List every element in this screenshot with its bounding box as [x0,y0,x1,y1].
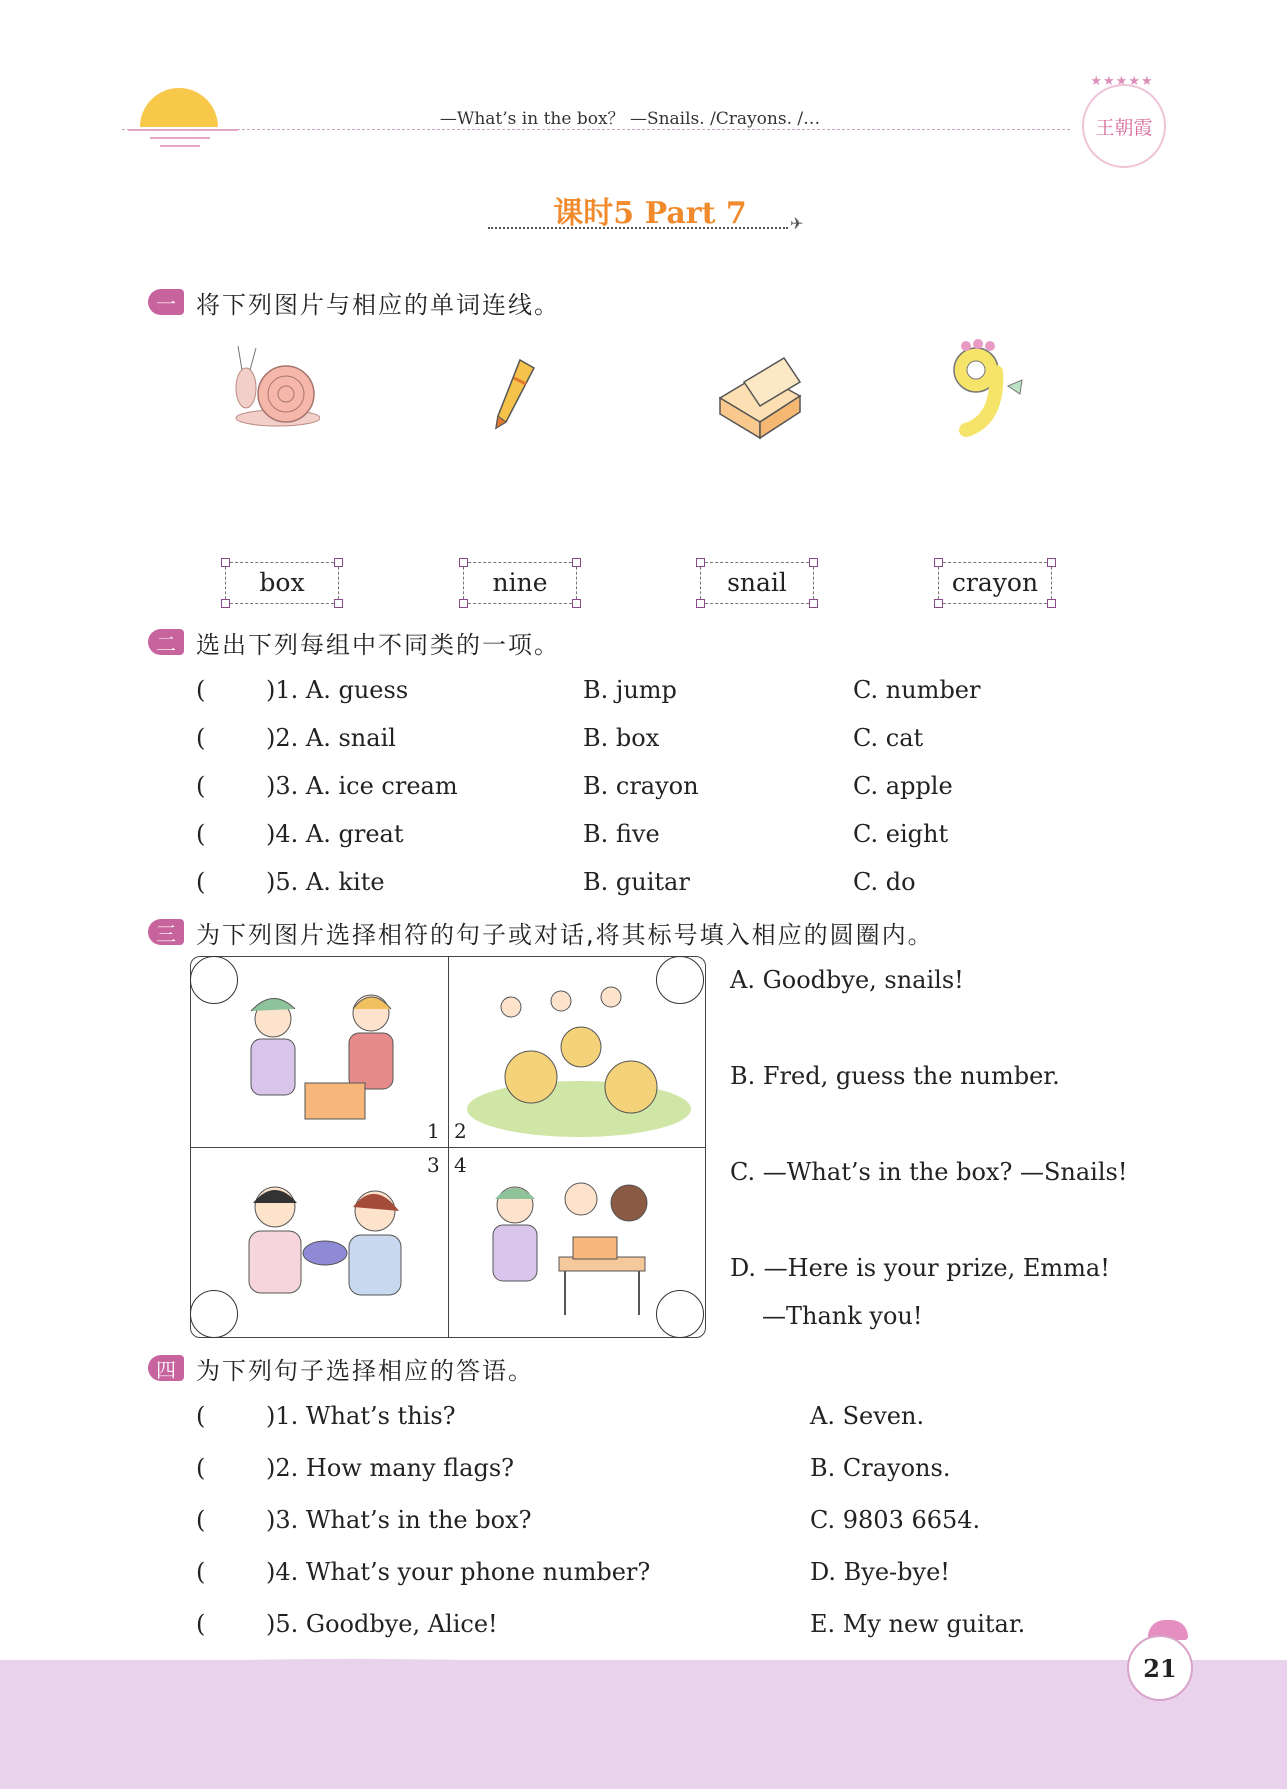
box-picture[interactable] [714,352,806,442]
option-d: D. —Here is your prize, Emma! [730,1254,1110,1282]
grid-divider [191,1147,705,1148]
answer: C. 9803 6654. [810,1506,981,1534]
box-corner [1047,599,1056,608]
nine-flower [973,339,983,349]
nine-fan [1008,380,1022,394]
nine-flower [961,341,971,351]
section-title: 选出下列每组中不同类的一项。 [196,630,560,659]
footer-band [0,1660,1287,1789]
word-box[interactable] [700,562,814,604]
publisher-badge [1082,84,1166,168]
option-c: C. do [853,868,916,896]
child-head [611,1185,647,1221]
question-stem: )3. A. ice cream [266,772,458,800]
question: )2. How many flags? [266,1454,515,1482]
page-number: 21 [1127,1635,1193,1701]
option-c: C. number [853,676,981,704]
bird-icon: ✈ [790,214,804,233]
question: )5. Goodbye, Alice! [266,1610,498,1638]
boy-cap [495,1188,535,1199]
nine-hole [967,361,985,379]
snail-shell [561,1027,601,1067]
crayon-body [496,360,534,428]
lesson-title: 课时5 Part 7 [553,196,747,231]
section-4-header [148,1352,534,1384]
section-title: 为下列图片选择相符的句子或对话,将其标号填入相应的圆圈内。 [196,920,934,949]
section-1-header [148,286,560,318]
cartoon-grid [190,956,706,1338]
boy-cap [251,998,295,1011]
option-b: B. five [583,820,660,848]
question-stem: )4. A. great [266,820,404,848]
cartoon-panel-1 [221,979,421,1139]
word-box[interactable] [463,562,577,604]
box-corner [572,599,581,608]
snail-picture[interactable] [230,336,320,432]
panel-number: 1 [427,1119,440,1143]
option-b: B. guitar [583,868,690,896]
cartoon-panel-2 [461,977,697,1141]
badge-text: 王朝霞 [1095,116,1153,139]
word-box-label: box [259,568,305,597]
word-box-label: snail [727,568,787,597]
girl-dress [349,1235,401,1295]
girl-hair [253,1190,297,1203]
paren: ( [196,1610,206,1638]
boy-shirt [251,1039,295,1095]
question-stem: )5. A. kite [266,868,385,896]
snail-head [236,368,256,408]
box-corner [221,558,230,567]
paren: ( [196,1558,206,1586]
box-corner [696,599,705,608]
word-box[interactable] [938,562,1052,604]
sun-decoration [140,88,218,127]
answer: D. Bye-bye! [810,1558,950,1586]
running-title: —What’s in the box？ —Snails. /Crayons. /… [439,109,821,129]
snail-shell [505,1051,557,1103]
answer-circle-3[interactable] [190,1290,238,1338]
child-head [551,991,571,1011]
grass [467,1081,691,1137]
crayon-picture[interactable] [490,356,540,436]
snail-antenna [238,346,242,370]
option-d-reply: —Thank you! [762,1302,923,1330]
girl-shirt [349,1033,393,1089]
box-corner [459,599,468,608]
panel-number: 3 [427,1153,440,1177]
section-number: 三 [148,919,184,945]
gift-item [303,1241,347,1265]
section-number: 二 [148,629,184,655]
answer: A. Seven. [810,1402,925,1430]
paren: ( [196,772,206,800]
paren: ( [196,1454,206,1482]
snail-shell [605,1061,657,1113]
paren: ( [196,724,206,752]
paren: ( [196,820,206,848]
number-nine-picture[interactable] [946,336,1026,440]
box-corner [696,558,705,567]
box-corner [572,558,581,567]
answer: E. My new guitar. [810,1610,1026,1638]
answer: B. Crayons. [810,1454,951,1482]
option-c: C. cat [853,724,924,752]
title-underline [488,227,788,229]
box-corner [334,599,343,608]
panel-number: 2 [454,1119,467,1143]
snail-antenna [250,348,256,370]
section-title: 将下列图片与相应的单词连线。 [196,290,560,319]
section-3-header [148,916,934,948]
paren: ( [196,1506,206,1534]
paren: ( [196,676,206,704]
option-b: B. Fred, guess the number. [730,1062,1060,1090]
word-box-label: nine [492,568,548,597]
option-a: A. Goodbye, snails! [730,966,964,994]
section-title: 为下列句子选择相应的答语。 [196,1356,534,1385]
cartoon-panel-3 [215,1167,429,1327]
option-b: B. jump [583,676,677,704]
child-head [565,1183,597,1215]
badge-stars: ★★★★★ [1090,74,1154,89]
option-c: C. —What’s in the box? —Snails! [730,1158,1128,1186]
question-stem: )1. A. guess [266,676,409,704]
option-c: C. apple [853,772,953,800]
word-box-label: crayon [951,568,1039,597]
child-head [501,997,521,1017]
box-corner [334,558,343,567]
section-2-header [148,626,560,658]
word-box[interactable] [225,562,339,604]
box-corner [809,599,818,608]
box-corner [934,558,943,567]
girl-hair [353,997,391,1009]
box-corner [459,558,468,567]
option-b: B. crayon [583,772,699,800]
boy-shirt [493,1225,537,1281]
box-corner [221,599,230,608]
snail-shell [258,366,314,422]
section-number: 四 [148,1355,184,1381]
option-b: B. box [583,724,660,752]
answer-circle-4[interactable] [656,1290,704,1338]
child-head [601,987,621,1007]
header-rule [122,129,1070,130]
question: )4. What’s your phone number? [266,1558,651,1586]
gift-box [305,1083,365,1119]
sun-line [150,137,210,139]
paren: ( [196,868,206,896]
question-stem: )2. A. snail [266,724,396,752]
option-c: C. eight [853,820,949,848]
nine-flower [985,341,995,351]
answer-circle-1[interactable] [190,956,238,1004]
question: )3. What’s in the box? [266,1506,532,1534]
gift-box [573,1237,617,1259]
section-number: 一 [148,289,184,315]
box-corner [1047,558,1056,567]
paren: ( [196,1402,206,1430]
box-corner [809,558,818,567]
box-corner [934,599,943,608]
girl-dress [249,1231,301,1293]
answer-circle-2[interactable] [656,956,704,1004]
question: )1. What’s this? [266,1402,456,1430]
sun-line [160,145,200,147]
panel-number: 4 [454,1153,467,1177]
